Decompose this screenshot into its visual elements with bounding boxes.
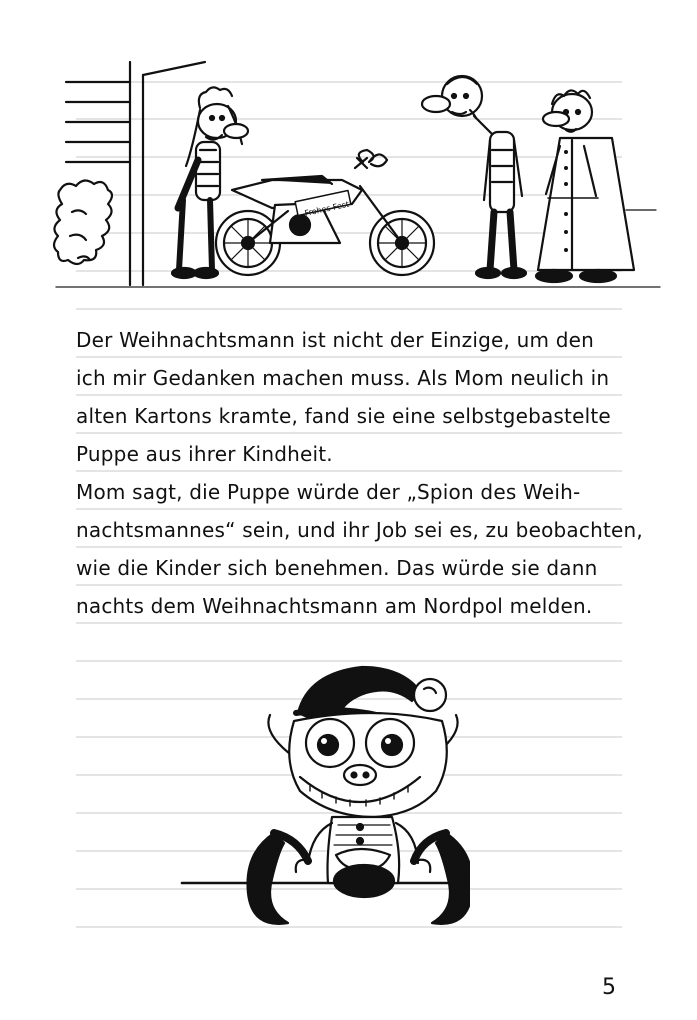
text-line-2: ich mir Gedanken machen muss. Als Mom neulich in	[76, 366, 610, 390]
page-number: 5	[602, 975, 616, 1000]
text-line-7: wie die Kinder sich benehmen. Das würde sie dann	[76, 556, 598, 580]
text-line-4: Puppe aus ihrer Kindheit.	[76, 442, 333, 466]
text-line-6: nachtsmannes“ sein, und ihr Job sei es, zu beobachten,	[76, 518, 643, 542]
illustration-elf-doll	[170, 655, 470, 925]
text-line-5: Mom sagt, die Puppe würde der „Spion des Weih-	[76, 480, 581, 504]
text-line-1: Der Weihnachtsmann ist nicht der Einzige, um den	[76, 328, 595, 352]
illustration-family-motorbike	[0, 0, 697, 310]
gift-tag-text: Frohes Fest	[303, 199, 350, 218]
text-line-8: nachts dem Weihnachtsmann am Nordpol melden.	[76, 594, 593, 618]
text-line-3: alten Kartons kramte, fand sie eine selbstgebastelte	[76, 404, 611, 428]
